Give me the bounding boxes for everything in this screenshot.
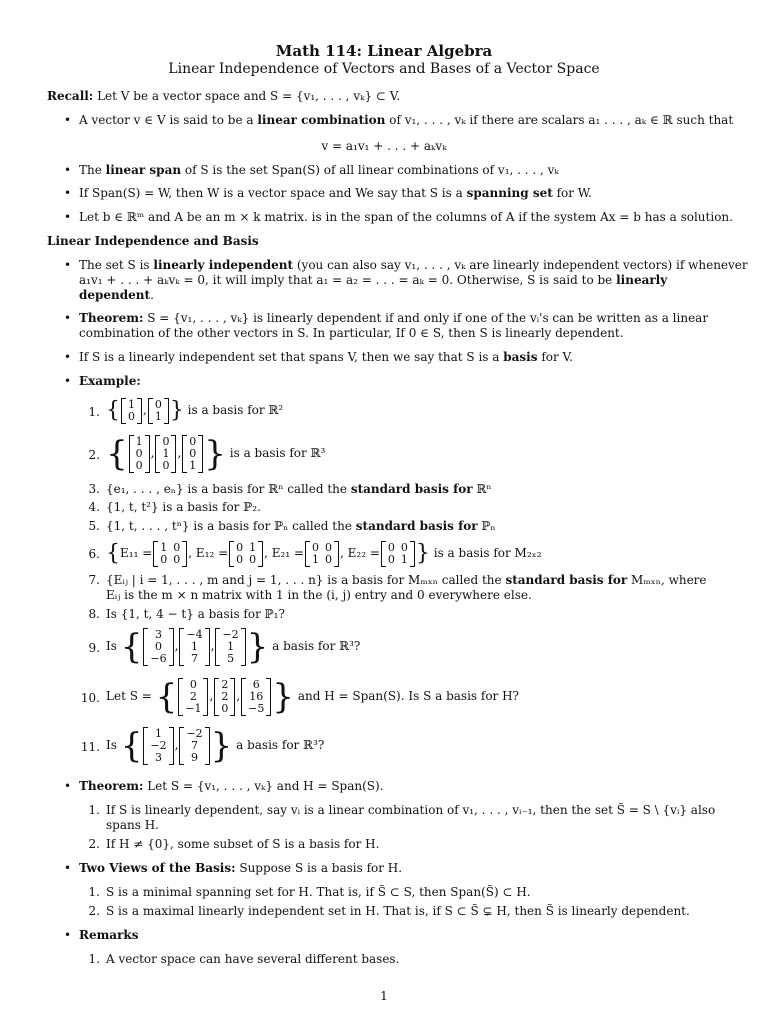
matrix: 2 2 0: [214, 678, 235, 716]
matrix: −2 1 5: [215, 628, 245, 666]
matrix: 1 −2 3: [143, 727, 173, 765]
item-number: 1.: [88, 803, 100, 817]
two-views-item-1: S is a minimal spanning set for H. That is, if S̃ ⊂ S, then Span(S̃) ⊂ H.: [106, 885, 531, 899]
bullet: •: [64, 258, 72, 272]
remarks-heading: Remarks: [79, 928, 139, 942]
matrix: 0 1: [148, 398, 169, 424]
def-linear-independent-3: dependent.: [79, 288, 154, 302]
example-4: {1, t, t²} is a basis for ℙ₂.: [106, 500, 261, 514]
bullet: •: [64, 210, 72, 224]
example-1: { 1 0 , 0 1 } is a basis for ℝ²: [106, 398, 284, 423]
item-number: 5.: [88, 519, 100, 533]
bullet: •: [64, 311, 72, 325]
item-number: 3.: [88, 482, 100, 496]
bullet: •: [64, 186, 72, 200]
page-subtitle: Linear Independence of Vectors and Bases of a Vector Space: [168, 61, 600, 77]
matrix: −4 1 7: [179, 628, 209, 666]
example-10: Let S = { 0 2 −1 , 2 2 0 , 6 16 −5 } and H = Span(S). Is S a basis for H?: [106, 677, 519, 717]
example-9: Is { 3 0 −6 , −4 1 7 , −2 1 5 } a basis for ℝ³?: [106, 627, 361, 667]
linear-combination-equation: v = a₁v₁ + . . . + aₖvₖ: [321, 139, 447, 153]
bullet: •: [64, 113, 72, 127]
example-3: {e₁, . . . , eₙ} is a basis for ℝⁿ called the standard basis for ℝⁿ: [106, 482, 492, 496]
remarks-item-1: A vector space can have several different bases.: [106, 952, 400, 966]
matrix: 0 0 1 0: [305, 541, 339, 567]
matrix: 0 2 −1: [178, 678, 208, 716]
item-number: 6.: [88, 547, 100, 561]
example-11: Is { 1 −2 3 , −2 7 9 } a basis for ℝ³?: [106, 726, 325, 766]
bullet: •: [64, 350, 72, 364]
item-number: 1.: [88, 885, 100, 899]
item-number: 1.: [88, 952, 100, 966]
two-views: Two Views of the Basis: Suppose S is a basis for H.: [79, 861, 403, 875]
two-views-item-2: S is a maximal linearly independent set in H. That is, if S ⊂ S̃ ⊊ H, then S̃ is linearly dependent.: [106, 904, 690, 918]
bullet: •: [64, 928, 72, 942]
matrix: 0 0 1: [182, 435, 203, 473]
bullet: •: [64, 374, 72, 388]
item-number: 11.: [80, 740, 100, 754]
item-number: 4.: [88, 500, 100, 514]
matrix: 1 0 0 0: [153, 541, 187, 567]
example-7-line-2: Eᵢⱼ is the m × n matrix with 1 in the (i, j) entry and 0 everywhere else.: [106, 588, 532, 602]
def-linear-independent-1: The set S is linearly independent (you can also say v₁, . . . , vₖ are linearly independent vectors) if whenever: [79, 258, 748, 272]
matrix: 1 0 0: [129, 435, 150, 473]
item-number: 10.: [80, 691, 100, 705]
matrix: 0 0 0 1: [381, 541, 415, 567]
section-heading: Linear Independence and Basis: [47, 234, 259, 248]
item-number: 2.: [88, 904, 100, 918]
def-linear-independent-2: a₁v₁ + . . . + aₖvₖ = 0, it will imply that a₁ = a₂ = . . . = aₖ = 0. Otherwise, S is said to be linearly: [79, 273, 668, 287]
theorem-subset-item-2: If H ≠ {0}, some subset of S is a basis for H.: [106, 837, 380, 851]
matrix: 0 1 0 0: [229, 541, 263, 567]
matrix: 1 0: [121, 398, 142, 424]
bullet: •: [64, 163, 72, 177]
theorem-subset-item-1: If S is linearly dependent, say vᵢ is a linear combination of v₁, . . . , vᵢ₋₁, then the set S̃ = S \ {vᵢ} also: [106, 803, 716, 817]
recall-column-span: Let b ∈ ℝᵐ and A be an m × k matrix. is in the span of the columns of A if the system Ax = b has a solution.: [79, 210, 733, 224]
item-number: 2.: [88, 448, 100, 462]
example-5: {1, t, . . . , tⁿ} is a basis for ℙₙ called the standard basis for ℙₙ: [106, 519, 496, 533]
def-basis: If S is a linearly independent set that spans V, then we say that S is a basis for V.: [79, 350, 573, 364]
bullet: •: [64, 861, 72, 875]
example-7-line-1: {Eᵢⱼ | i = 1, . . . , m and j = 1, . . . n} is a basis for Mₘₓₙ called the standard basis for Mₘₓₙ, where: [106, 573, 707, 587]
item-number: 9.: [88, 641, 100, 655]
item-number: 1.: [88, 405, 100, 419]
theorem-dependence-2: combination of the other vectors in S. In particular, If 0 ∈ S, then S is linearly dependent.: [79, 326, 624, 340]
matrix: 6 16 −5: [241, 678, 271, 716]
item-number: 8.: [88, 607, 100, 621]
item-number: 7.: [88, 573, 100, 587]
recall-linear-span: The linear span of S is the set Span(S) of all linear combinations of v₁, . . . , vₖ: [79, 163, 559, 177]
recall-linear-combination: A vector v ∈ V is said to be a linear combination of v₁, . . . , vₖ if there are scalars a₁ . . . , aₖ ∈ ℝ such that: [79, 113, 734, 127]
matrix: −2 7 9: [179, 727, 209, 765]
matrix: 0 1 0: [155, 435, 176, 473]
example-6: { E₁₁ = 1 0 0 0 , E₁₂ = 0 1 0 0 , E₂₁ = 0 0 1 0 , E₂₂ = 0 0 0 1 } is a basis for M₂ₓ₂: [106, 541, 542, 566]
example-8: Is {1, t, 4 − t} a basis for ℙ₁?: [106, 607, 285, 621]
example-2: { 1 0 0 , 0 1 0 , 0 0 1 } is a basis for ℝ³: [106, 434, 326, 474]
theorem-dependence-1: Theorem: S = {v₁, . . . , vₖ} is linearly dependent if and only if one of the vᵢ's can be written as a linear: [79, 311, 709, 325]
theorem-subset: Theorem: Let S = {v₁, . . . , vₖ} and H = Span(S).: [79, 779, 384, 793]
page-number: 1: [380, 989, 388, 1003]
recall-intro: Recall: Let V be a vector space and S = {v₁, . . . , vₖ} ⊂ V.: [47, 89, 401, 103]
example-heading: Example:: [79, 374, 141, 388]
recall-spanning-set: If Span(S) = W, then W is a vector space and We say that S is a spanning set for W.: [79, 186, 592, 200]
page-title: Math 114: Linear Algebra: [275, 42, 493, 60]
item-number: 2.: [88, 837, 100, 851]
matrix: 3 0 −6: [143, 628, 173, 666]
bullet: •: [64, 779, 72, 793]
theorem-subset-item-1-cont: spans H.: [106, 818, 159, 832]
